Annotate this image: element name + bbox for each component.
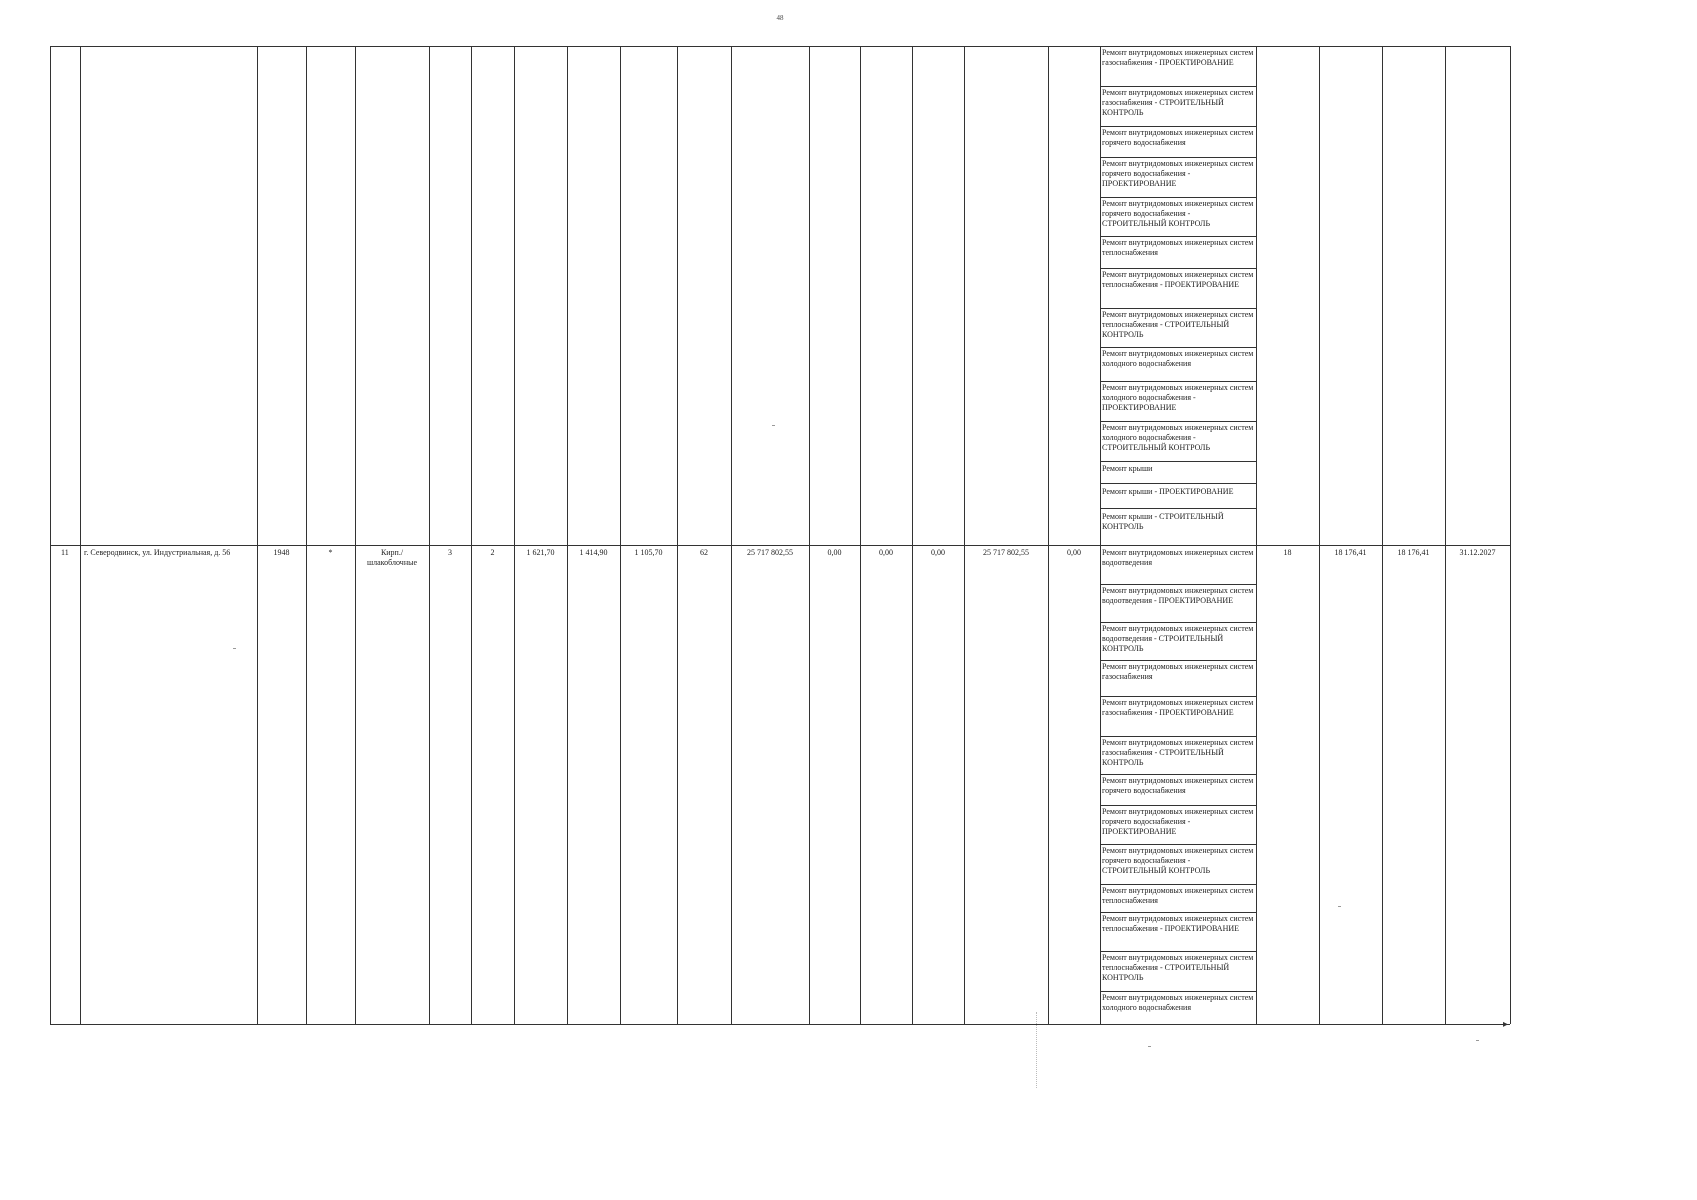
work-divider xyxy=(1100,308,1256,309)
work-item: Ремонт внутридомовых инженерных систем горячего водоснабжения xyxy=(1102,776,1254,795)
column-line xyxy=(1445,46,1446,1024)
work-item: Ремонт внутридомовых инженерных систем холодного водоснабжения - ПРОЕКТИРОВАНИЕ xyxy=(1102,383,1254,412)
column-line xyxy=(1319,46,1320,1024)
living-area-cell: 1 414,90 xyxy=(579,548,608,557)
work-item: Ремонт внутридомовых инженерных систем водоотведения - ПРОЕКТИРОВАНИЕ xyxy=(1102,586,1254,605)
column-line xyxy=(1510,46,1511,1024)
work-item: Ремонт внутридомовых инженерных систем газоснабжения - СТРОИТЕЛЬНЫЙ КОНТРОЛЬ xyxy=(1102,88,1254,117)
work-divider xyxy=(1100,805,1256,806)
scan-artifact xyxy=(233,648,236,649)
work-item: Ремонт внутридомовых инженерных систем теплоснабжения - ПРОЕКТИРОВАНИЕ xyxy=(1102,270,1254,289)
work-item: Ремонт крыши xyxy=(1102,464,1153,473)
column-line xyxy=(514,46,515,1024)
work-item: Ремонт крыши - СТРОИТЕЛЬНЫЙ КОНТРОЛЬ xyxy=(1102,512,1224,531)
scan-artifact xyxy=(1338,906,1341,907)
table-bottom-border xyxy=(50,1024,1510,1025)
regional-fund-cell: 0,00 xyxy=(879,548,893,557)
column-line xyxy=(306,46,307,1024)
column-line xyxy=(80,46,81,1024)
total-area-cell: 1 621,70 xyxy=(526,548,555,557)
column-line xyxy=(471,46,472,1024)
work-divider xyxy=(1100,461,1256,462)
column-line xyxy=(429,46,430,1024)
other-fund-cell: 0,00 xyxy=(1067,548,1081,557)
unit-cost-cell: 18 176,41 xyxy=(1334,548,1367,557)
column-line xyxy=(1382,46,1383,1024)
work-divider xyxy=(1100,126,1256,127)
row-number: 11 xyxy=(61,548,69,557)
wall-material-cell: Кирп./ шлакоблочные xyxy=(366,548,418,567)
work-item: Ремонт внутридомовых инженерных систем газоснабжения - ПРОЕКТИРОВАНИЕ xyxy=(1102,698,1254,717)
column-line xyxy=(567,46,568,1024)
work-item: Ремонт внутридомовых инженерных систем горячего водоснабжения - СТРОИТЕЛЬНЫЙ КОНТРОЛЬ xyxy=(1102,846,1254,875)
work-item: Ремонт внутридомовых инженерных систем горячего водоснабжения - ПРОЕКТИРОВАНИЕ xyxy=(1102,807,1254,836)
year-renovated-cell: * xyxy=(328,548,333,557)
work-item: Ремонт внутридомовых инженерных систем теплоснабжения xyxy=(1102,238,1254,257)
work-divider xyxy=(1100,584,1256,585)
column-line xyxy=(731,46,732,1024)
work-divider xyxy=(1100,991,1256,992)
work-divider xyxy=(1100,951,1256,952)
work-divider xyxy=(1100,268,1256,269)
work-divider xyxy=(1100,884,1256,885)
column-line xyxy=(257,46,258,1024)
scan-artifact xyxy=(772,425,775,426)
work-divider xyxy=(1100,421,1256,422)
column-line xyxy=(912,46,913,1024)
owners-fund-cell: 25 717 802,55 xyxy=(983,548,1029,557)
work-item: Ремонт внутридомовых инженерных систем теплоснабжения - СТРОИТЕЛЬНЫЙ КОНТРОЛЬ xyxy=(1102,953,1254,982)
page-number: 48 xyxy=(776,14,784,22)
work-divider xyxy=(1100,157,1256,158)
work-item: Ремонт внутридомовых инженерных систем газоснабжения - ПРОЕКТИРОВАНИЕ xyxy=(1102,48,1254,67)
year-built-cell: 1948 xyxy=(273,548,290,557)
work-item: Ремонт внутридомовых инженерных систем водоотведения xyxy=(1102,548,1254,567)
scan-artifact xyxy=(1036,1012,1037,1088)
address-cell: г. Северодвинск, ул. Индустриальная, д. 56 xyxy=(84,548,231,557)
scan-artifact xyxy=(1148,1046,1151,1047)
table-top-border xyxy=(50,46,1510,47)
work-divider xyxy=(1100,508,1256,509)
work-divider xyxy=(1100,660,1256,661)
cost-total-cell: 25 717 802,55 xyxy=(747,548,793,557)
arrow-icon: ▸ xyxy=(1503,1019,1509,1030)
local-fund-cell: 0,00 xyxy=(931,548,945,557)
column-line xyxy=(1100,46,1101,1024)
work-item: Ремонт внутридомовых инженерных систем теплоснабжения - ПРОЕКТИРОВАНИЕ xyxy=(1102,914,1254,933)
work-item: Ремонт внутридомовых инженерных систем теплоснабжения - СТРОИТЕЛЬНЫЙ КОНТРОЛЬ xyxy=(1102,310,1254,339)
work-divider xyxy=(1100,696,1256,697)
column-line xyxy=(1256,46,1257,1024)
unit-count-cell: 18 xyxy=(1283,548,1292,557)
deadline-cell: 31.12.2027 xyxy=(1459,548,1496,557)
work-item: Ремонт внутридомовых инженерных систем теплоснабжения xyxy=(1102,886,1254,905)
owned-area-cell: 1 105,70 xyxy=(634,548,663,557)
row-divider xyxy=(50,545,1510,546)
column-line xyxy=(355,46,356,1024)
column-line xyxy=(1048,46,1049,1024)
residents-cell: 62 xyxy=(700,548,708,557)
work-divider xyxy=(1100,912,1256,913)
work-divider xyxy=(1100,347,1256,348)
unit-cost-max-cell: 18 176,41 xyxy=(1397,548,1430,557)
column-line xyxy=(964,46,965,1024)
work-item: Ремонт внутридомовых инженерных систем горячего водоснабжения xyxy=(1102,128,1254,147)
work-item: Ремонт внутридомовых инженерных систем холодного водоснабжения xyxy=(1102,993,1254,1012)
column-line xyxy=(677,46,678,1024)
column-line xyxy=(860,46,861,1024)
work-item: Ремонт крыши - ПРОЕКТИРОВАНИЕ xyxy=(1102,487,1234,496)
work-item: Ремонт внутридомовых инженерных систем горячего водоснабжения - ПРОЕКТИРОВАНИЕ xyxy=(1102,159,1254,188)
work-item: Ремонт внутридомовых инженерных систем водоотведения - СТРОИТЕЛЬНЫЙ КОНТРОЛЬ xyxy=(1102,624,1254,653)
column-line xyxy=(809,46,810,1024)
work-divider xyxy=(1100,381,1256,382)
work-divider xyxy=(1100,622,1256,623)
work-item: Ремонт внутридомовых инженерных систем холодного водоснабжения xyxy=(1102,349,1254,368)
work-item: Ремонт внутридомовых инженерных систем горячего водоснабжения - СТРОИТЕЛЬНЫЙ КОНТРОЛЬ xyxy=(1102,199,1254,228)
work-divider xyxy=(1100,236,1256,237)
column-line xyxy=(620,46,621,1024)
work-divider xyxy=(1100,844,1256,845)
work-item: Ремонт внутридомовых инженерных систем газоснабжения - СТРОИТЕЛЬНЫЙ КОНТРОЛЬ xyxy=(1102,738,1254,767)
work-divider xyxy=(1100,736,1256,737)
work-divider xyxy=(1100,197,1256,198)
scan-artifact xyxy=(1476,1040,1479,1041)
work-divider xyxy=(1100,86,1256,87)
federal-fund-cell: 0,00 xyxy=(827,548,842,557)
work-item: Ремонт внутридомовых инженерных систем газоснабжения xyxy=(1102,662,1254,681)
work-divider xyxy=(1100,774,1256,775)
entrances-cell: 2 xyxy=(490,548,495,557)
floors-cell: 3 xyxy=(448,548,452,557)
work-divider xyxy=(1100,483,1256,484)
column-line xyxy=(50,46,51,1024)
work-item: Ремонт внутридомовых инженерных систем холодного водоснабжения - СТРОИТЕЛЬНЫЙ КОНТРОЛЬ xyxy=(1102,423,1254,452)
